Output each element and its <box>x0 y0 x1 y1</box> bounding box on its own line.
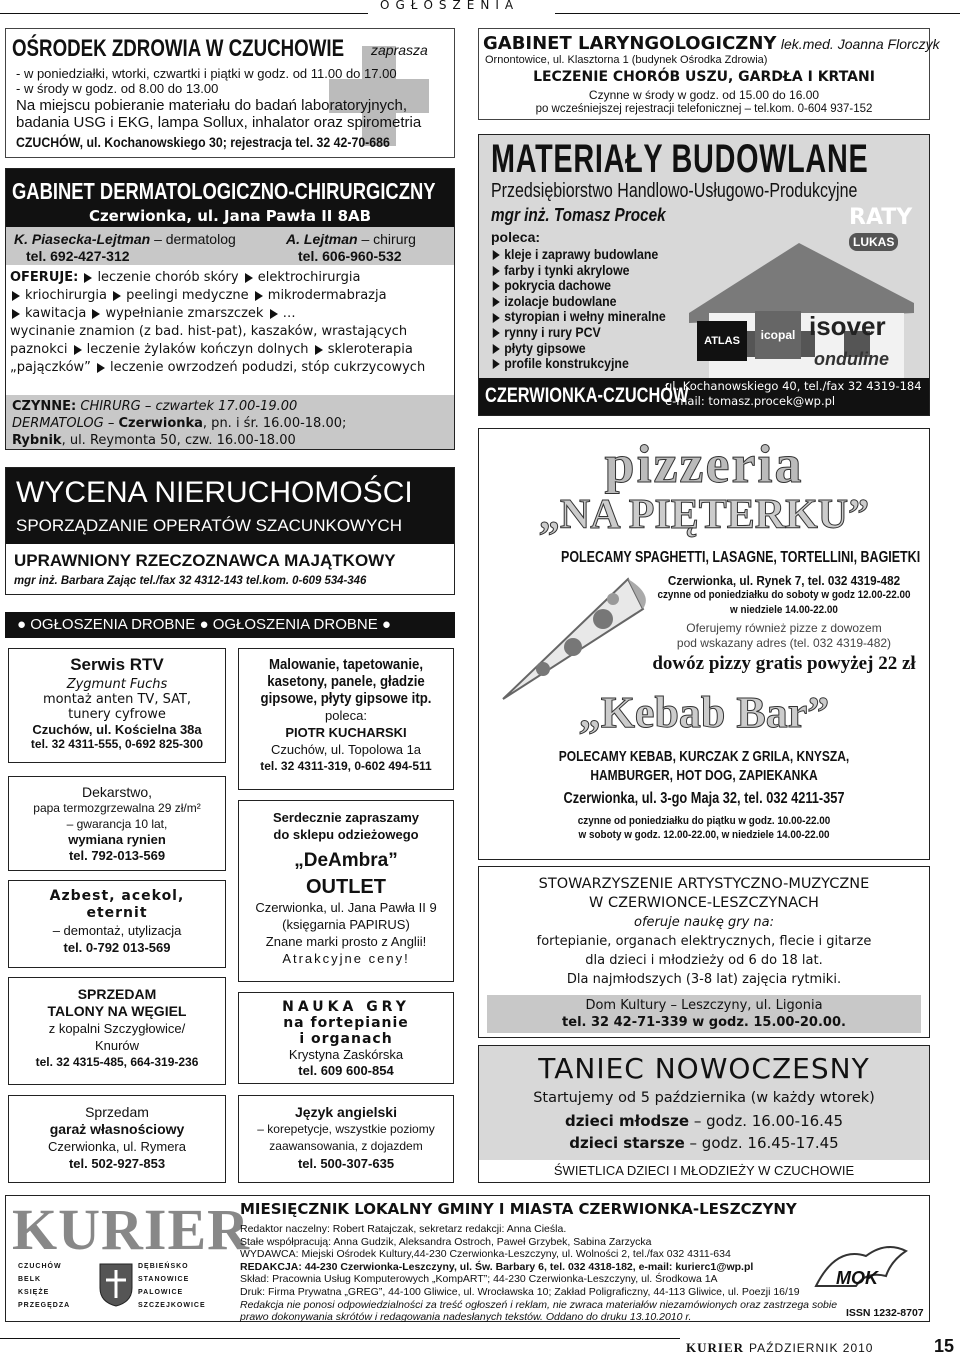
derm-offer-item: kawitacja <box>25 306 87 321</box>
page-number: 15 <box>934 1336 955 1356</box>
osrodek-address: CZUCHÓW, ul. Kochanowskiego 30; rejestracja tel. 32 42-70-686 <box>16 134 390 150</box>
materialy-subtitle: Przedsiębiorstwo Handlowo-Usługowo-Produkcyjne <box>491 180 858 202</box>
kurier-disclaimer: Redakcja nie ponosi odpowiedzialności za treść ogłoszeń i reklam, nie zwraca materiałów niezamówionych oraz zastrzega sobie <box>240 1298 838 1311</box>
derm-doctor-tel: tel. 692-427-312 <box>26 248 130 264</box>
pizzeria-offer: POLECAMY SPAGHETTI, LASAGNE, TORTELLINI, BAGIETKI <box>561 549 921 566</box>
taniec-title: TANIEC NOWOCZESNY <box>538 1052 870 1085</box>
azbest-line: eternit <box>86 905 148 921</box>
materialy-item: farby i tynki akrylowe <box>504 261 630 278</box>
osrodek-line: - w środy w godz. od 8.00 do 13.00 <box>16 81 219 96</box>
materialy-item: profile konstrukcyjne <box>504 355 629 372</box>
triangle-bullet-icon <box>315 345 323 355</box>
deambra-line: Serdecznie zapraszamy <box>273 810 419 825</box>
kurier-publisher: WYDAWCA: Miejski Ośrodek Kultury,44-230 Czerwionka-Leszczyny, ul. Wolności 2, tel./fax 032 4311-634 <box>240 1248 731 1261</box>
header-rule-right <box>555 13 960 14</box>
materialy-email: e-mail: tomasz.procek@wp.pl <box>665 394 836 408</box>
kurier-print: Druk: Firma Prywatna „GREG”, 44-100 Gliwice, ul. Wrocławska 10; Zakład Poligraficzny, 44-113 Gliwice, ul. Poezji 16/19 <box>240 1285 800 1298</box>
triangle-bullet-icon <box>493 250 500 260</box>
dekarstwo-ad <box>8 776 226 871</box>
triangle-bullet-icon <box>493 266 500 276</box>
triangle-bullet-icon <box>270 309 278 319</box>
osrodek-ad <box>5 28 455 158</box>
laryngo-hours: Czynne w środy w godz. od 15.00 do 16.00 <box>588 88 820 102</box>
derm-doctor-role: – chirurg <box>361 231 416 247</box>
azbest-tel: tel. 0-792 013-569 <box>63 940 171 955</box>
triangle-bullet-icon <box>493 359 500 369</box>
pizzeria-hours: w niedziele 14.00-22.00 <box>730 604 838 616</box>
laryngo-title: GABINET LARYNGOLOGICZNY <box>483 33 777 54</box>
derm-offer-item: leczenie żylaków kończyn dolnych <box>86 342 309 357</box>
taniec-ad <box>478 1045 930 1183</box>
stow-line: W CZERWIONCE-LESZCZYNACH <box>589 895 819 911</box>
deambra-line: do sklepu odzieżowego <box>273 827 419 842</box>
deambra-outlet: OUTLET <box>306 876 386 898</box>
malowanie-tel: tel. 32 4311-319, 0-602 494-511 <box>260 759 432 773</box>
derm-offer-label: OFERUJE: <box>10 270 79 285</box>
derm-hours-surgeon: CHIRURG – czwartek 17.00-19.00 <box>80 399 298 414</box>
deambra-line: Znane marki prosto z Anglii! <box>265 934 427 949</box>
triangle-bullet-icon <box>493 344 500 354</box>
derm-hours-label: CZYNNE: <box>12 399 77 414</box>
footer-rule <box>0 1338 680 1339</box>
pizzeria-address: Czerwionka, ul. Rynek 7, tel. 032 4319-482 <box>667 573 901 588</box>
derm-doctor-name: K. Piasecka-Lejtman <box>14 231 151 247</box>
stow-line: oferuje naukę gry na: <box>634 915 774 930</box>
deambra-name: „DeAmbra” <box>294 850 398 871</box>
triangle-bullet-icon <box>493 313 500 323</box>
kurier-staff: Stałe współpracują: Anna Gudzik, Aleksandra Ostroch, Paweł Grzybek, Sabina Zarzycka <box>240 1235 652 1248</box>
malowanie-line: Malowanie, tapetowanie, <box>268 656 424 673</box>
crest-village: SZCZEJKOWICE <box>138 1302 206 1309</box>
azbest-line: Azbest, acekol, <box>49 888 185 904</box>
materialy-contact: ul. Kochanowskiego 40, tel./fax 32 4319-184 <box>665 379 922 393</box>
derm-hours-derm: DERMATOLOG – <box>12 416 119 431</box>
dekarstwo-line: – gwarancja 10 lat, <box>66 817 168 831</box>
kurier-issn: ISSN 1232-8707 <box>846 1307 924 1319</box>
derm-offer-item: mikrodermabrazja <box>267 288 387 303</box>
osrodek-line: Na miejscu pobieranie materiału do badań laboratoryjnych, <box>16 97 408 114</box>
laryngo-address: Ornontowice, ul. Klasztorna 1 (budynek Ośrodka Zdrowia) <box>485 54 768 66</box>
garaz-ad <box>8 1095 226 1183</box>
laryngo-doctor: lek.med. Joanna Florczyk <box>780 36 940 52</box>
triangle-bullet-icon <box>84 273 92 283</box>
rtv-ad <box>8 648 226 763</box>
laryngo-reg: po wcześniejszej rejestracji telefonicznej – tel.kom. 0-604 937-152 <box>535 103 873 115</box>
angielski-tel: tel. 500-307-635 <box>297 1156 395 1171</box>
pianino-ad <box>238 992 454 1084</box>
osrodek-line: - w poniedziałki, wtorki, czwartki i piątki w godz. od 11.00 do 17.00 <box>16 66 397 81</box>
stow-line: fortepianie, organach elektrycznych, flecie i gitarze <box>536 934 872 949</box>
pizzeria-ad <box>478 428 930 860</box>
wegiel-line: SPRZEDAM <box>77 986 157 1002</box>
dekarstwo-line: papa termozgrzewalna 29 zł/m² <box>33 801 201 815</box>
wycena-heading: UPRAWNIONY RZECZOZNAWCA MAJĄTKOWY <box>14 551 396 570</box>
rtv-title: Serwis RTV <box>70 655 164 674</box>
materialy-title: MATERIAŁY BUDOWLANE <box>491 137 869 181</box>
taniec-group: dzieci młodsze <box>564 1112 690 1130</box>
triangle-bullet-icon <box>97 363 105 373</box>
taniec-place: ŚWIETLICA DZIECI I MŁODZIEŻY W CZUCHOWIE <box>553 1163 855 1178</box>
kurier-disclaimer: prawo dokonywania skrótów i redagowania nadesłanych tekstów. <box>240 1311 543 1324</box>
triangle-bullet-icon <box>92 309 100 319</box>
drobne-bar <box>5 612 455 638</box>
angielski-line: – korepetycje, wszystkie poziomy <box>257 1122 435 1136</box>
rtv-line: montaż anten TV, SAT, <box>42 692 192 707</box>
rtv-line: tunery cyfrowe <box>68 707 166 722</box>
malowanie-line: gipsowe, płyty gipsowe itp. <box>260 690 432 707</box>
deambra-line: (księgarnia PAPIRUS) <box>282 917 410 932</box>
dot-icon: ● <box>381 616 391 633</box>
pizzeria-hours: czynne od poniedziałku do soboty w godz 12.00-22.00 <box>657 589 911 601</box>
derm-offer-rest <box>10 323 450 377</box>
stowarzyszenie-ad <box>478 866 930 1038</box>
derm-ad: GABINET DERMATOLOGICZNO-CHIRURGICZNY Czerwionka, ul. Jana Pawła II 8AB K. Piasecka-Lejtman – dermatolog tel. 692-427-312 A. Lejtman – chirurg tel. 606-960-532 OFERUJE: leczenie chorób skóry elektrochirurgia kriochirurgia peelingi medyczne mikrodermabrazja kawitacja wypełnianie zmarszczek … wycinanie znamion (z bad. hist-pat), kaszaków, wrastających paznokci leczenie żylaków kończyn dolnych skleroterapia „pajączków” leczenie owrzodzeń podudzi, stóp cukrzycowych CZYNNE: CHIRURG – czwartek 17.00-19.00 DERMATOLOG – Czerwionka, pn. i śr. 16.00-18.00; Rybnik, ul. Reymonta 50, czw. 16.00-18.00 <box>5 168 455 450</box>
derm-offer-item: wypełnianie zmarszczek <box>105 306 264 321</box>
garaz-line: Sprzedam <box>85 1104 149 1120</box>
triangle-bullet-icon <box>255 291 263 301</box>
materialy-item: izolacje budowlane <box>504 292 617 309</box>
derm-offer-item: skleroterapia „pajączków” <box>10 342 413 375</box>
deambra-line: Atrakcyjne ceny! <box>282 951 410 966</box>
atlas-logo: ATLAS <box>697 321 747 361</box>
pizzeria-delivery: pod wskazany adres (tel. 032 4319-482) <box>676 636 892 650</box>
pizzeria-free-delivery: dowóz pizzy gratis powyżej 22 zł <box>652 653 916 674</box>
malowanie-line: PIOTR KUCHARSKI <box>285 725 407 740</box>
dekarstwo-line: wymiana rynien <box>68 832 166 847</box>
wycena-title: WYCENA NIERUCHOMOŚCI <box>16 476 413 509</box>
rtv-address: Czuchów, ul. Kościelna 38a <box>32 722 202 737</box>
triangle-bullet-icon <box>12 309 20 319</box>
kebab-offer: POLECAMY KEBAB, KURCZAK Z GRILA, KNYSZA, <box>558 748 850 765</box>
osrodek-line: badania USG i EKG, lampa Sollux, inhalator oraz spirometria <box>16 114 422 131</box>
kurier-masthead <box>5 1195 930 1322</box>
derm-doctor-name: A. Lejtman <box>286 231 358 247</box>
derm-offer-item: wycinanie znamion (z bad. hist-pat), kaszaków, wrastających paznokci <box>10 324 408 357</box>
mok-logo: MOK <box>836 1268 878 1288</box>
drobne-label: OGŁOSZENIA DROBNE <box>212 616 378 633</box>
deambra-ad <box>238 800 454 982</box>
wegiel-line: z kopalni Szczygłowice/ <box>48 1021 186 1036</box>
wegiel-tel: tel. 32 4315-485, 664-319-236 <box>35 1055 199 1069</box>
osrodek-title: OŚRODEK ZDROWIA W CZUCHOWIE <box>12 35 345 62</box>
kebab-address: Czerwionka, ul. 3-go Maja 32, tel. 032 4211-357 <box>563 790 845 807</box>
kurier-logo: KURIER <box>12 1197 251 1262</box>
pizzeria-delivery: Oferujemy również pizze z dowozem <box>686 621 882 635</box>
wegiel-line: Knurów <box>94 1038 140 1053</box>
kurier-banner: MIESIĘCZNIK LOKALNY GMINY I MIASTA CZERWIONKA-LESZCZYNY <box>240 1200 797 1218</box>
taniec-time: – godz. 16.45-17.45 <box>684 1134 839 1152</box>
malowanie-line: Czuchów, ul. Topolowa 1a <box>270 742 422 757</box>
pianino-line: i organach <box>299 1031 393 1047</box>
dot-icon: ● <box>17 616 27 633</box>
stow-place: Dom Kultury – Leszczyny, ul. Ligonia <box>585 998 823 1013</box>
derm-title: GABINET DERMATOLOGICZNO-CHIRURGICZNY <box>12 178 436 204</box>
rtv-name: Zygmunt Fuchs <box>66 677 168 692</box>
garaz-line: Czerwionka, ul. Rymera <box>48 1139 186 1154</box>
stow-line: dla dzieci i młodzieży od 6 do 18 lat. <box>585 953 823 968</box>
header-rule-left <box>0 13 368 14</box>
pizzeria-name: „NA PIĘTERKU” <box>538 492 870 538</box>
wycena-ad <box>5 467 455 595</box>
drobne-label: OGŁOSZENIA DROBNE <box>30 616 196 633</box>
kebab-hours: czynne od poniedziałku do piątku w godz. 10.00-22.00 <box>577 815 831 827</box>
azbest-ad <box>8 880 226 968</box>
materialy-item: płyty gipsowe <box>504 339 586 356</box>
materialy-poleca: poleca: <box>491 229 541 245</box>
derm-hours-town: Czerwionka <box>118 416 203 431</box>
kebab-title: „Kebab Bar” <box>578 688 830 737</box>
dekarstwo-tel: tel. 792-013-569 <box>68 848 166 863</box>
triangle-bullet-icon <box>12 291 20 301</box>
pianino-line: Krystyna Zaskórska <box>288 1047 404 1062</box>
osrodek-invite: zaprasza <box>371 42 428 58</box>
malowanie-ad <box>238 648 454 790</box>
wegiel-ad <box>8 977 226 1085</box>
crest-village: PALOWICE <box>138 1289 184 1296</box>
crest-village: CZUCHÓW <box>18 1263 62 1270</box>
kurier-editorial: REDAKCJA: 44-230 Czerwionka-Leszczyny, ul. Św. Barbary 6, tel. 032 4318-182, e-mail: kurierc1@wp.pl <box>240 1260 754 1273</box>
coat-of-arms-icon <box>98 1262 134 1308</box>
pizzeria-title: pizzeria <box>604 434 804 494</box>
crest-village: KSIĘŻE <box>18 1289 50 1296</box>
taniec-time: – godz. 16.00-16.45 <box>689 1112 844 1130</box>
derm-offer-item: leczenie owrzodzeń podudzi, stóp cukrzycowych <box>110 360 426 375</box>
wycena-subtitle: SPORZĄDZANIE OPERATÓW SZACUNKOWYCH <box>16 516 402 535</box>
derm-hours-days: , pn. i śr. 16.00-18.00; <box>202 416 347 431</box>
triangle-bullet-icon <box>493 328 500 338</box>
triangle-bullet-icon <box>245 273 253 283</box>
angielski-ad <box>238 1095 454 1183</box>
stow-line: STOWARZYSZENIE ARTYSTYCZNO-MUZYCZNE <box>538 876 870 892</box>
materialy-item: styropian i wełny mineralne <box>504 308 666 325</box>
crest-village: STANOWICE <box>138 1276 190 1283</box>
stow-line: Dla najmłodszych (3-8 lat) zajęcia rytmiki. <box>566 972 842 987</box>
crest-village: PRZEGĘDZA <box>18 1302 71 1309</box>
azbest-line: – demontaż, utylizacja <box>52 923 182 938</box>
derm-offer-item: peelingi medyczne <box>126 288 249 303</box>
derm-doctor-tel: tel. 606-960-532 <box>298 248 402 264</box>
derm-address: Czerwionka, ul. Jana Pawła II 8AB <box>88 207 372 225</box>
triangle-bullet-icon <box>493 297 500 307</box>
materialy-item: pokrycia dachowe <box>504 277 612 294</box>
materialy-raty: RATY <box>849 205 913 230</box>
derm-doctor-role: – dermatolog <box>154 231 236 247</box>
pianino-line: na fortepianie <box>283 1015 409 1031</box>
angielski-line: zaawansowania, z dojazdem <box>269 1139 423 1153</box>
onduline-logo: onduline <box>814 349 889 369</box>
derm-hours-town: Rybnik <box>12 433 62 448</box>
pianino-tel: tel. 609 600-854 <box>298 1063 394 1078</box>
crest-village: DĘBIEŃSKO <box>138 1263 189 1270</box>
stow-tel: tel. 32 42-71-339 w godz. 15.00-20.00. <box>562 1015 846 1030</box>
derm-offer-item: kriochirurgia <box>25 288 107 303</box>
materialy-location: CZERWIONKA-CZUCHÓW <box>485 384 689 407</box>
dekarstwo-title: Dekarstwo, <box>81 784 153 800</box>
section-header: OGŁOSZENIA <box>380 0 520 12</box>
rtv-tel: tel. 32 4311-555, 0-692 825-300 <box>30 737 204 751</box>
malowanie-line: poleca: <box>325 708 367 723</box>
malowanie-line: kasetony, panele, gładzie <box>267 673 425 690</box>
garaz-tel: tel. 502-927-853 <box>68 1156 166 1171</box>
wegiel-line: TALONY NA WĘGIEL <box>47 1003 187 1019</box>
kurier-typesetting: Skład: Pracownia Usług Komputerowych „KompART”; 44-230 Czerwionka-Leszczyny, ul. Środkowa 1A <box>240 1273 718 1286</box>
pianino-line: NAUKA GRY <box>282 999 410 1015</box>
wycena-contact: mgr inż. Barbara Zając tel./fax 32 4312-143 tel.kom. 0-609 534-346 <box>14 573 367 587</box>
dot-icon: ● <box>199 616 209 633</box>
triangle-bullet-icon <box>493 281 500 291</box>
laryngo-heading: LECZENIE CHORÓB USZU, GARDŁA I KRTANI <box>533 69 875 85</box>
materialy-ad <box>478 134 930 416</box>
derm-offer-item: leczenie chorób skóry <box>97 270 239 285</box>
garaz-line: garaż własnościowy <box>49 1121 185 1137</box>
kurier-staff: Redaktor naczelny: Robert Ratajczak, sekretarz redakcji: Anna Cieśla. <box>240 1223 567 1235</box>
taniec-group: dzieci starsze <box>569 1134 685 1152</box>
deambra-line: Czerwionka, ul. Jana Pawła II 9 <box>255 900 437 915</box>
kebab-hours: w soboty w godz. 12.00-22.00, w niedziele 14.00-22.00 <box>578 829 830 841</box>
kurier-print-date: Oddano do druku 13.10.2010 r. <box>545 1311 692 1324</box>
isover-logo: isover <box>809 311 886 341</box>
kebab-offer: HAMBURGER, HOT DOG, ZAPIEKANKA <box>590 767 818 784</box>
materialy-item: rynny i rury PCV <box>504 323 601 340</box>
angielski-line: Język angielski <box>295 1104 397 1120</box>
footer-name: KURIER <box>686 1340 745 1355</box>
crest-village: BELK <box>18 1276 42 1283</box>
materialy-lukas: LUKAS <box>849 233 898 251</box>
triangle-bullet-icon <box>74 345 82 355</box>
derm-hours-rybnik: , ul. Reymonta 50, czw. 16.00-18.00 <box>61 433 296 448</box>
laryngo-ad <box>478 28 940 120</box>
triangle-bullet-icon <box>113 291 121 301</box>
materialy-owner: mgr inż. Tomasz Procek <box>491 205 666 225</box>
materialy-item: kleje i zaprawy budowlane <box>504 246 659 262</box>
icopal-logo: icopal <box>755 311 801 359</box>
derm-offer-item: elektrochirurgia <box>257 270 361 285</box>
taniec-start: Startujemy od 5 października (w każdy wtorek) <box>533 1090 875 1106</box>
footer-month: PAŹDZIERNIK 2010 <box>749 1341 874 1355</box>
